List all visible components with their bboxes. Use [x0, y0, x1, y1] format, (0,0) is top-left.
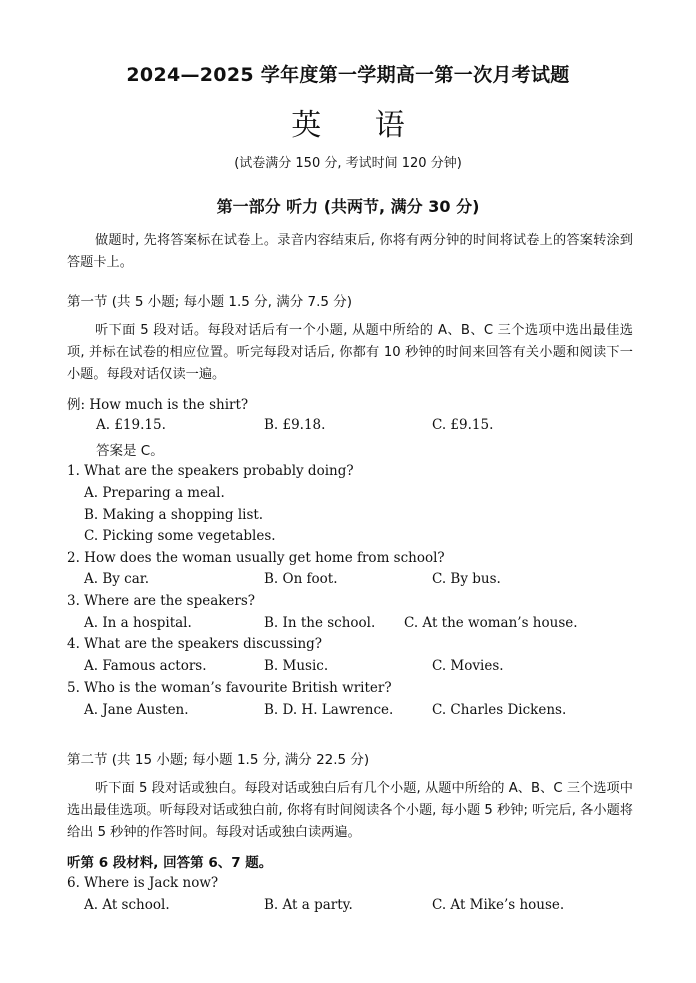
q1-option-a: A. Preparing a meal.: [84, 485, 225, 501]
subject-heading: 英 语: [291, 108, 427, 143]
q6-question: 6. Where is Jack now?: [67, 875, 219, 891]
example-option-a: A. £19.15.: [96, 417, 166, 433]
example-option-b: B. £9.18.: [264, 417, 326, 433]
q5-question: 5. Who is the woman’s favourite British writer?: [67, 680, 392, 696]
q1-question: 1. What are the speakers probably doing?: [67, 463, 354, 479]
q2-option-b: B. On foot.: [264, 571, 338, 587]
material6-heading: 听第 6 段材料, 回答第 6、7 题。: [67, 855, 273, 871]
example-option-c: C. £9.15.: [432, 417, 494, 433]
section1-instruction: 听下面 5 段对话。每段对话后有一个小题, 从题中所给的 A、B、C 三个选项中选出最佳选项, 并标在试卷的相应位置。听完每段对话后, 你都有 10 秒钟的时间来回答有关小题和阅读下一小题。每段对话仅读一遍。: [67, 323, 633, 382]
section2-instruction: 听下面 5 段对话或独白。每段对话或独白后有几个小题, 从题中所给的 A、B、C 三个选项中选出最佳选项。听每段对话或独白前, 你将有时间阅读各个小题, 每小题 5 秒钟; 听完后, 各小题将给出 5 秒钟的作答时间。每段对话或独白读两遍。: [67, 781, 633, 840]
q4-option-a: A. Famous actors.: [84, 658, 207, 674]
q4-option-b: B. Music.: [264, 658, 329, 674]
q5-option-c: C. Charles Dickens.: [432, 702, 567, 718]
part1-title: 第一部分 听力 (共两节, 满分 30 分): [216, 197, 480, 216]
q4-option-c: C. Movies.: [432, 658, 504, 674]
q6-option-a: A. At school.: [84, 897, 170, 913]
exam-title: 2024—2025 学年度第一学期高一第一次月考试题: [126, 64, 570, 86]
q3-option-b: B. In the school.: [264, 615, 376, 631]
section2-title: 第二节 (共 15 小题; 每小题 1.5 分, 满分 22.5 分): [67, 752, 370, 768]
q2-option-c: C. By bus.: [432, 571, 501, 587]
q3-question: 3. Where are the speakers?: [67, 593, 256, 609]
q4-question: 4. What are the speakers discussing?: [67, 636, 323, 652]
q1-option-c: C. Picking some vegetables.: [84, 528, 276, 544]
q3-option-a: A. In a hospital.: [84, 615, 192, 631]
q1-option-b: B. Making a shopping list.: [84, 507, 264, 523]
q2-option-a: A. By car.: [84, 571, 150, 587]
section1-title: 第一节 (共 5 小题; 每小题 1.5 分, 满分 7.5 分): [67, 294, 353, 310]
example-question: 例: How much is the shirt?: [67, 397, 249, 413]
example-answer: 答案是 C。: [96, 443, 164, 459]
q6-option-c: C. At Mike’s house.: [432, 897, 565, 913]
q3-option-c: C. At the woman’s house.: [404, 615, 578, 631]
part1-instruction: 做题时, 先将答案标在试卷上。录音内容结束后, 你将有两分钟的时间将试卷上的答案转涂到答题卡上。: [67, 233, 633, 270]
q2-question: 2. How does the woman usually get home from school?: [67, 550, 445, 566]
q6-option-b: B. At a party.: [264, 897, 353, 913]
q5-option-b: B. D. H. Lawrence.: [264, 702, 394, 718]
exam-note: (试卷满分 150 分, 考试时间 120 分钟): [234, 156, 462, 171]
q5-option-a: A. Jane Austen.: [84, 702, 189, 718]
